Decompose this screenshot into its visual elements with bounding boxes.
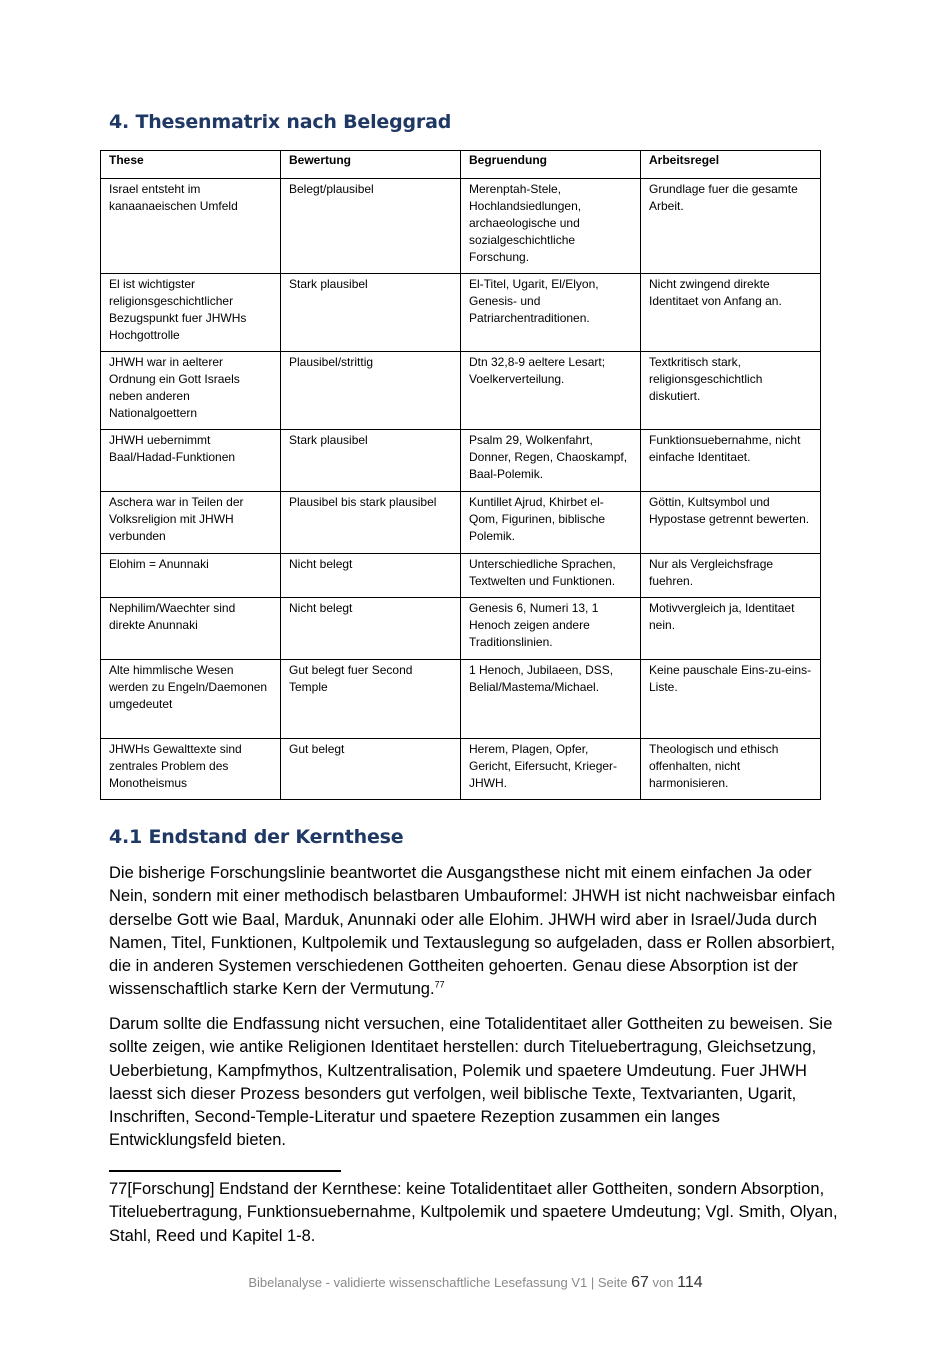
cell-these: Aschera war in Teilen der Volksreligion mit JHWH verbunden — [101, 492, 281, 554]
table-row — [101, 430, 821, 492]
cell-begruendung: Herem, Plagen, Opfer, Gericht, Eifersucht, Krieger-JHWH. — [461, 739, 641, 800]
cell-these: Nephilim/Waechter sind direkte Anunnaki — [101, 598, 281, 660]
footer-total-pages: 114 — [677, 1274, 703, 1291]
cell-these: Israel entsteht im kanaanaeischen Umfeld — [101, 179, 281, 274]
cell-arbeitsregel: Nicht zwingend direkte Identitaet von Anfang an. — [641, 274, 821, 352]
column-header-these: These — [101, 151, 281, 179]
column-header-begruendung: Begruendung — [461, 151, 641, 179]
cell-begruendung: Genesis 6, Numeri 13, 1 Henoch zeigen andere Traditionslinien. — [461, 598, 641, 660]
cell-these: JHWH uebernimmt Baal/Hadad-Funktionen — [101, 430, 281, 492]
footnote-separator — [109, 1170, 341, 1172]
table-row — [101, 352, 821, 430]
body-paragraph-1 — [109, 862, 844, 1002]
footnote-text: 77[Forschung] Endstand der Kernthese: keine Totalidentitaet aller Gottheiten, sondern Absorption, Titeluebertragung, Funktionsuebernahme, Kultpolemik und spaetere Umdeutung; Vgl. Smith, Olyan, Stahl, Reed und Kapitel 1-8. — [109, 1180, 838, 1245]
cell-arbeitsregel: Motivvergleich ja, Identitaet nein. — [641, 598, 821, 660]
subsection-heading: 4.1 Endstand der Kernthese — [109, 826, 404, 848]
cell-bewertung: Belegt/plausibel — [281, 179, 461, 274]
table-row — [101, 598, 821, 660]
cell-bewertung: Plausibel/strittig — [281, 352, 461, 430]
cell-bewertung: Stark plausibel — [281, 274, 461, 352]
cell-these: El ist wichtigster religionsgeschichtlicher Bezugspunkt fuer JHWHs Hochgottrolle — [101, 274, 281, 352]
paragraph-1-text: Die bisherige Forschungslinie beantwortet die Ausgangsthese nicht mit einem einfachen Ja oder Nein, sondern mit einer methodisch belastbaren Umbauformel: JHWH ist nicht nachweisbar einfach derselbe Gott wie Baal, Marduk, Anunnaki oder alle Elohim. JHWH wird aber in Israel/Juda durch Namen, Titel, Funktionen, Kultpolemik und Textauslegung so aufgeladen, dass er Rollen absorbiert, die in anderen Systemen verschiedenen Gottheiten gehoerten. Genau diese Absorption ist der wissenschaftlich starke Kern der Vermutung. — [109, 864, 836, 999]
cell-begruendung: Merenptah-Stele, Hochlandsiedlungen, archaeologische und sozialgeschichtliche Forschung. — [461, 179, 641, 274]
cell-arbeitsregel: Göttin, Kultsymbol und Hypostase getrennt bewerten. — [641, 492, 821, 554]
column-header-arbeitsregel: Arbeitsregel — [641, 151, 821, 179]
cell-begruendung: Psalm 29, Wolkenfahrt, Donner, Regen, Chaoskampf, Baal-Polemik. — [461, 430, 641, 492]
table-row — [101, 554, 821, 598]
cell-bewertung: Stark plausibel — [281, 430, 461, 492]
cell-arbeitsregel: Grundlage fuer die gesamte Arbeit. — [641, 179, 821, 274]
section-heading: 4. Thesenmatrix nach Beleggrad — [109, 111, 452, 133]
cell-begruendung: Unterschiedliche Sprachen, Textwelten und Funktionen. — [461, 554, 641, 598]
cell-begruendung: 1 Henoch, Jubilaeen, DSS, Belial/Mastema/Michael. — [461, 660, 641, 739]
footer-of-word: von — [652, 1275, 674, 1290]
cell-arbeitsregel: Nur als Vergleichsfrage fuehren. — [641, 554, 821, 598]
table-row — [101, 492, 821, 554]
table-row — [101, 739, 821, 800]
cell-begruendung: Kuntillet Ajrud, Khirbet el-Qom, Figurinen, biblische Polemik. — [461, 492, 641, 554]
cell-these: JHWH war in aelterer Ordnung ein Gott Israels neben anderen Nationalgoettern — [101, 352, 281, 430]
cell-bewertung: Nicht belegt — [281, 598, 461, 660]
table-row — [101, 179, 821, 274]
cell-bewertung: Gut belegt fuer Second Temple — [281, 660, 461, 739]
page-footer — [0, 1274, 951, 1292]
cell-begruendung: Dtn 32,8-9 aeltere Lesart; Voelkerverteilung. — [461, 352, 641, 430]
footnote-reference[interactable]: 77 — [434, 979, 445, 990]
body-paragraph-2: Darum sollte die Endfassung nicht versuchen, eine Totalidentitaet aller Gottheiten zu beweisen. Sie sollte zeigen, wie antike Religionen Identitaet herstellen: durch Titeluebertragung, Gleichsetzung, Ueberbietung, Kampfmythos, Kultzentralisation, Polemik und spaetere Umdeutung. Fuer JHWH laesst sich dieser Prozess besonders gut verfolgen, weil biblische Texte, Textvarianten, Ugarit, Inschriften, Second-Temple-Literatur und spaetere Rezeption zusammen ein langes Entwicklungsfeld bieten. — [109, 1015, 833, 1150]
cell-these: JHWHs Gewalttexte sind zentrales Problem des Monotheismus — [101, 739, 281, 800]
thesen-matrix-table — [100, 150, 821, 800]
cell-begruendung: El-Titel, Ugarit, El/Elyon, Genesis- und Patriarchentraditionen. — [461, 274, 641, 352]
cell-bewertung: Gut belegt — [281, 739, 461, 800]
cell-arbeitsregel: Theologisch und ethisch offenhalten, nicht harmonisieren. — [641, 739, 821, 800]
cell-arbeitsregel: Textkritisch stark, religionsgeschichtlich diskutiert. — [641, 352, 821, 430]
footer-text: Bibelanalyse - validierte wissenschaftliche Lesefassung V1 | Seite — [248, 1275, 628, 1290]
cell-these: Alte himmlische Wesen werden zu Engeln/Daemonen umgedeutet — [101, 660, 281, 739]
table-row — [101, 274, 821, 352]
footer-page-number: 67 — [631, 1274, 649, 1291]
cell-bewertung: Plausibel bis stark plausibel — [281, 492, 461, 554]
column-header-bewertung: Bewertung — [281, 151, 461, 179]
table-header-row — [101, 151, 821, 179]
table-row — [101, 660, 821, 739]
cell-arbeitsregel: Keine pauschale Eins-zu-eins-Liste. — [641, 660, 821, 739]
cell-these: Elohim = Anunnaki — [101, 554, 281, 598]
cell-bewertung: Nicht belegt — [281, 554, 461, 598]
cell-arbeitsregel: Funktionsuebernahme, nicht einfache Identitaet. — [641, 430, 821, 492]
